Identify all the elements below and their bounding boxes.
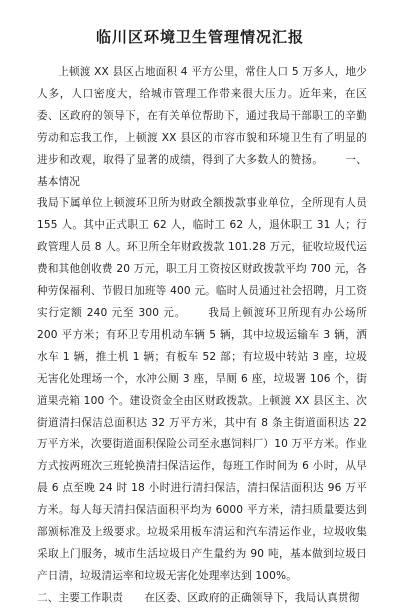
paragraph-intro: 上顿渡 XX 县区占地面积 4 平方公里，常住人口 5 万多人，地少人多，人口密度大，给城市管理工作带来很大压力。近年来，在区委、区政府的领导下，在有关单位帮助下，通过我局干部职工的辛勤劳动和忘我工作，上顿渡 XX 县区的市容市貌和环境卫生有了明显的进步和改观，取得了显著的成绩，得到了大多数人的赞扬。	[37, 66, 367, 166]
paragraph-staffing: 我局下属单位上顿渡环卫所为财政全额拨款事业单位，全所现有人员 155 人。其中正式职工 62 人，临时工 62 人，退休职工 31 人；行政管理人员 8 人。环卫所全年财政拨款 101.28 万元，征收垃圾代运费和其他创收费 20 万元，职工月工资按区财政拨款平均 700 元，各种劳保福利、节假日加班等 400 元。临时人员通过社会招聘，月工资实行定额 240 元至 300 元。	[37, 197, 367, 319]
heading-main-duties: 二、主要工作职责	[37, 591, 123, 604]
paragraph-facilities: 我局上顿渡环卫所现有办公场所 200 平方米；有环卫专用机动车辆 5 辆，其中垃圾运输车 3 辆，洒水车 1 辆，推土机 1 辆；有板车 52 部；有垃圾中转站 3 座，垃圾无害化处理场一个，水冲公厕 3 座，旱厕 6 座，垃圾署 106 个，街道果壳箱 100 个。建设资金全由区财政拨款。上顿渡 XX 县区主、次街道清扫保洁总面积达 32 万平方米，其中有 8 条主街道面积达 22 万平方米，次要街道面积保险公司至永惠饲料厂）10 万平方米。作业方式按两班次三班轮换清扫保洁运作，每班工作时间为 6 小时，从早晨 6 点至晚 24 时 18 小时进行清扫保洁，清扫保洁面积达 96 万平方米。每人每天清扫保洁面积平均为 6000 平方米，清扫质量要达到部颁标准及上级要求。垃圾采用板车清运和汽车清运作业，垃圾收集采取上门服务，城市生活垃圾日产生量约为 90 吨，基本做到垃圾日产日清，垃圾清运率和垃圾无害化处理率达到 100%。	[37, 306, 367, 582]
heading-basic-situation: 一、基本情况	[37, 153, 367, 188]
paragraph-duties-start: 在区委、区政府的正确领导下，我局认真贯彻	[144, 591, 360, 604]
document-body	[37, 62, 367, 610]
document-title: 临川区环境卫生管理情况汇报	[95, 28, 304, 46]
